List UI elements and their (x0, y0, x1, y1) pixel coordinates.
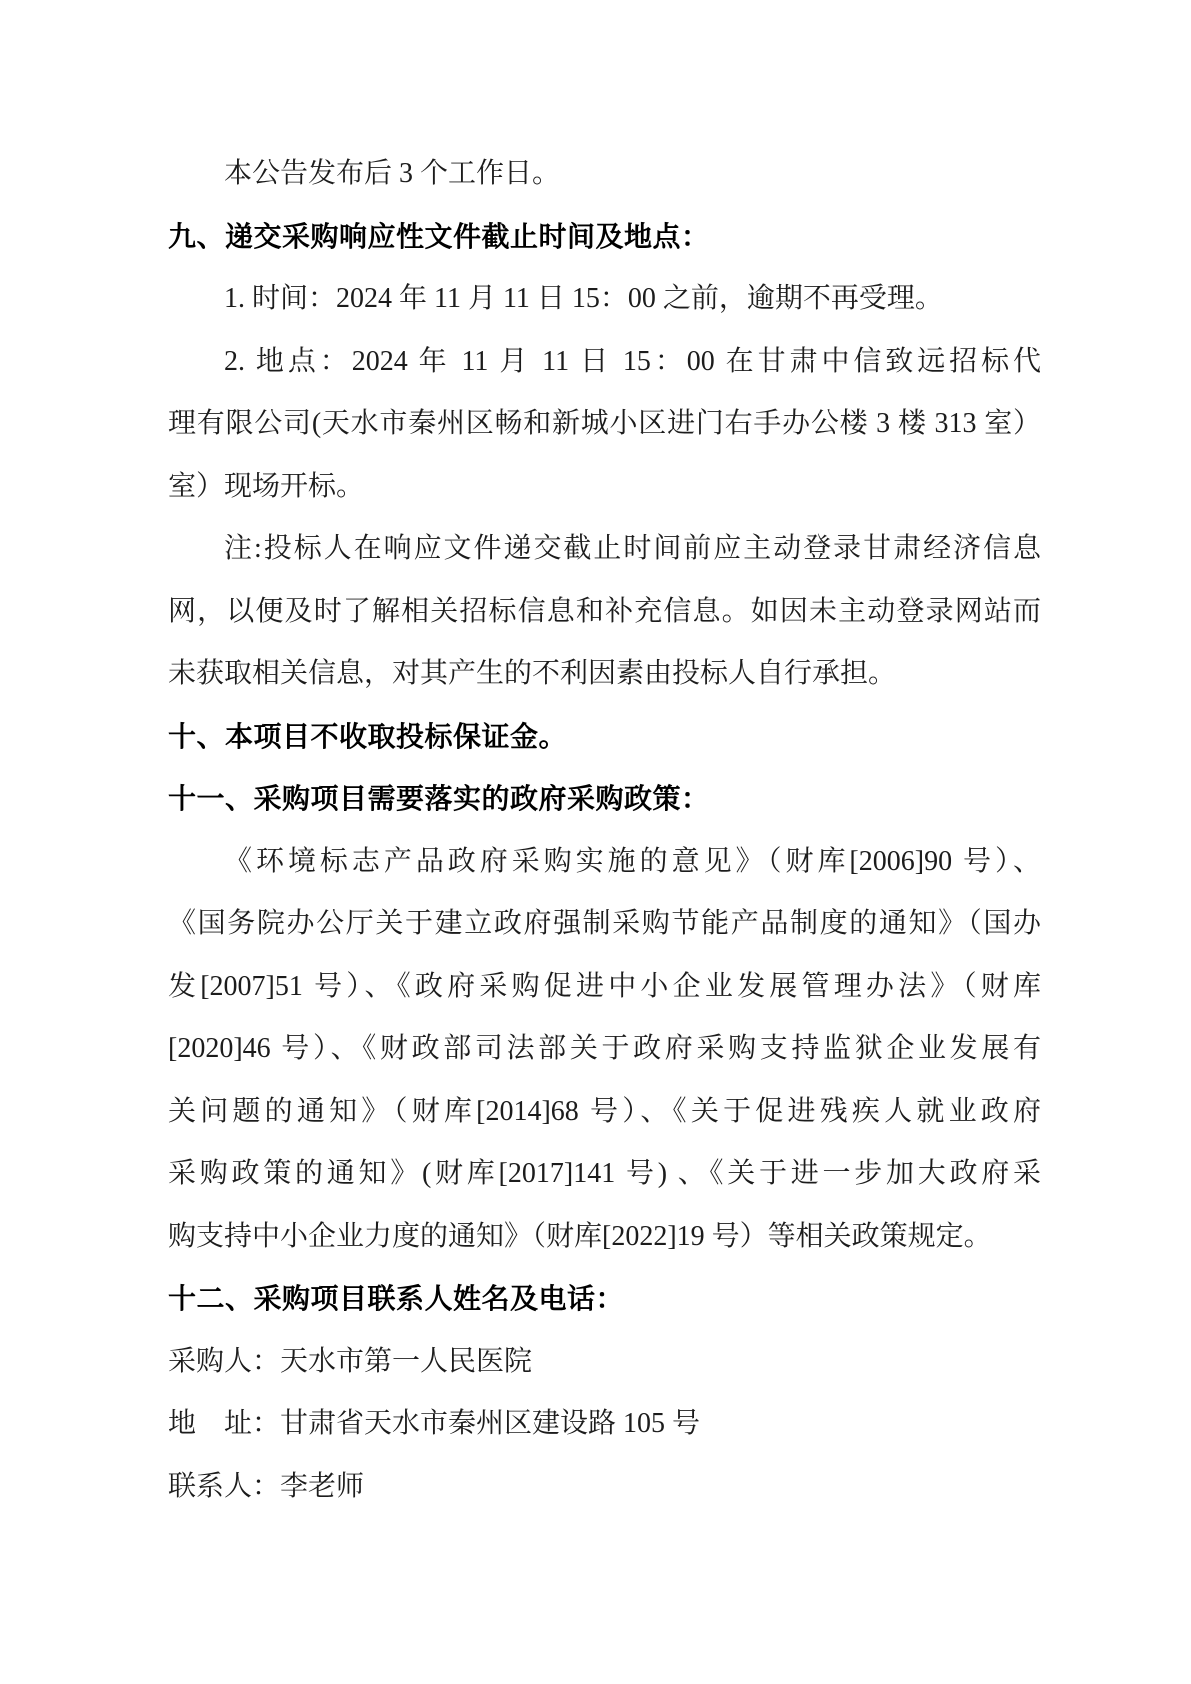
section-heading-10: 十、本项目不收取投标保证金。 (168, 720, 568, 752)
doc-line: 《环境标志产品政府采购实施的意见》（财库[2006]90 号）、 (224, 845, 1041, 877)
doc-line: 本公告发布后 3 个工作日。 (224, 158, 561, 189)
doc-line: [2020]46 号）、《财政部司法部关于政府采购支持监狱企业发展有 (168, 1033, 1041, 1064)
doc-line: 购支持中小企业力度的通知》（财库[2022]19 号）等相关政策规定。 (168, 1220, 992, 1252)
doc-line: 室）现场开标。 (168, 470, 365, 502)
doc-line-contact: 联系人：李老师 (168, 1470, 365, 1502)
doc-line-address: 地 址：甘肃省天水市秦州区建设路 105 号 (168, 1408, 701, 1439)
doc-line: 关问题的通知》（财库[2014]68 号）、《关于促进残疾人就业政府 (168, 1095, 1041, 1127)
doc-line-purchaser: 采购人：天水市第一人民医院 (168, 1345, 533, 1377)
doc-line: 《国务院办公厅关于建立政府强制采购节能产品制度的通知》（国办 (168, 908, 1041, 939)
doc-line: 2. 地点：2024 年 11 月 11 日 15：00 在甘肃中信致远招标代 (224, 345, 1041, 377)
doc-line: 网，以便及时了解相关招标信息和补充信息。如因未主动登录网站而 (168, 595, 1041, 627)
doc-line: 理有限公司(天水市秦州区畅和新城小区进门右手办公楼 3 楼 313 室） (168, 408, 1041, 439)
section-heading-11: 十一、采购项目需要落实的政府采购政策： (168, 783, 710, 814)
doc-line: 注:投标人在响应文件递交截止时间前应主动登录甘肃经济信息 (224, 533, 1041, 564)
section-heading-9: 九、递交采购响应性文件截止时间及地点： (168, 220, 710, 252)
document-content (168, 143, 1041, 1518)
doc-line: 1. 时间：2024 年 11 月 11 日 15：00 之前，逾期不再受理。 (224, 283, 943, 314)
doc-line: 采购政策的通知》(财库[2017]141 号) 、《关于进一步加大政府采 (168, 1158, 1041, 1189)
section-heading-12: 十二、采购项目联系人姓名及电话： (168, 1283, 625, 1314)
doc-line: 发[2007]51 号）、《政府采购促进中小企业发展管理办法》（财库 (168, 970, 1041, 1002)
doc-line: 未获取相关信息，对其产生的不利因素由投标人自行承担。 (168, 658, 897, 689)
